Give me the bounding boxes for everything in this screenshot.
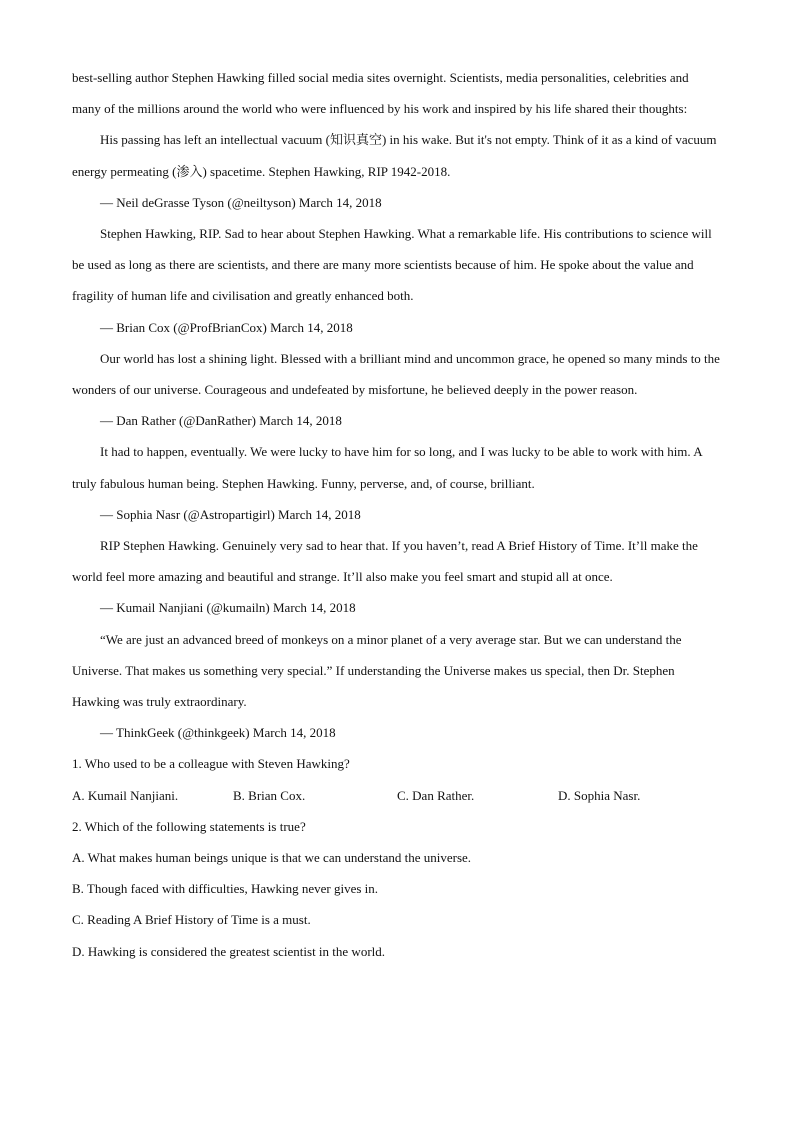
option-b: B. Though faced with difficulties, Hawking never gives in. bbox=[72, 881, 379, 897]
tweet-attribution: — ThinkGeek (@thinkgeek) March 14, 2018 bbox=[100, 725, 336, 741]
tweet-text: Our world has lost a shining light. Blessed with a brilliant mind and uncommon grace, he opened so many minds to the wonders of our universe. Courageous and undefeated by misfortune, he believed deeply in the power reason. bbox=[72, 350, 720, 398]
tweet-attribution: — Kumail Nanjiani (@kumailn) March 14, 2018 bbox=[100, 600, 356, 616]
tweet-attribution: — Dan Rather (@DanRather) March 14, 2018 bbox=[100, 413, 342, 429]
tweet-attribution: — Sophia Nasr (@Astropartigirl) March 14, 2018 bbox=[100, 506, 361, 522]
question-options bbox=[72, 780, 720, 811]
question-stem: 2. Which of the following statements is true? bbox=[72, 818, 306, 834]
tweet-text: “We are just an advanced breed of monkeys on a minor planet of a very average star. But we can understand the Universe. That makes us something very special.” If understanding the Universe makes us special, then Dr. Stephen Hawking was truly extraordinary. bbox=[72, 631, 682, 710]
question-stem: 1. Who used to be a colleague with Steven Hawking? bbox=[72, 756, 350, 772]
option-d: D. Hawking is considered the greatest scientist in the world. bbox=[72, 943, 386, 959]
option-a: A. Kumail Nanjiani. bbox=[72, 787, 179, 803]
tweet-text: Stephen Hawking, RIP. Sad to hear about Stephen Hawking. What a remarkable life. His contributions to science will be used as long as there are scientists, and there are many more scientists because of him. He spoke about the value and fragility of human life and civilisation and greatly enhanced both. bbox=[72, 226, 712, 304]
tweet-text: It had to happen, eventually. We were lucky to have him for so long, and I was lucky to be able to work with him. A truly fabulous human being. Stephen Hawking. Funny, perverse, and, of course, brilliant. bbox=[72, 444, 702, 491]
option-d: D. Sophia Nasr. bbox=[558, 787, 641, 803]
tweet-attribution: — Neil deGrasse Tyson (@neiltyson) March 14, 2018 bbox=[100, 194, 382, 210]
passage-content bbox=[72, 62, 720, 967]
option-c: C. Reading A Brief History of Time is a must. bbox=[72, 912, 311, 928]
option-b: B. Brian Cox. bbox=[233, 787, 306, 803]
option-c: C. Dan Rather. bbox=[397, 787, 475, 803]
intro-paragraph: best-selling author Stephen Hawking filled social media sites overnight. Scientists, media personalities, celebrities and many of the millions around the world who were influenced by his work and inspired by his life shared their thoughts: bbox=[72, 70, 689, 117]
tweet-text: RIP Stephen Hawking. Genuinely very sad to hear that. If you haven’t, read A Brief History of Time. It’ll make the world feel more amazing and beautiful and strange. It’ll also make you feel smart and stupid all at once. bbox=[72, 538, 698, 585]
tweet-attribution: — Brian Cox (@ProfBrianCox) March 14, 2018 bbox=[100, 319, 353, 335]
tweet-text: His passing has left an intellectual vacuum (知识真空) in his wake. But it's not empty. Think of it as a kind of vacuum energy permeating (渗入) spacetime. Stephen Hawking, RIP 1942-2018. bbox=[72, 132, 717, 179]
option-a: A. What makes human beings unique is that we can understand the universe. bbox=[72, 850, 472, 866]
